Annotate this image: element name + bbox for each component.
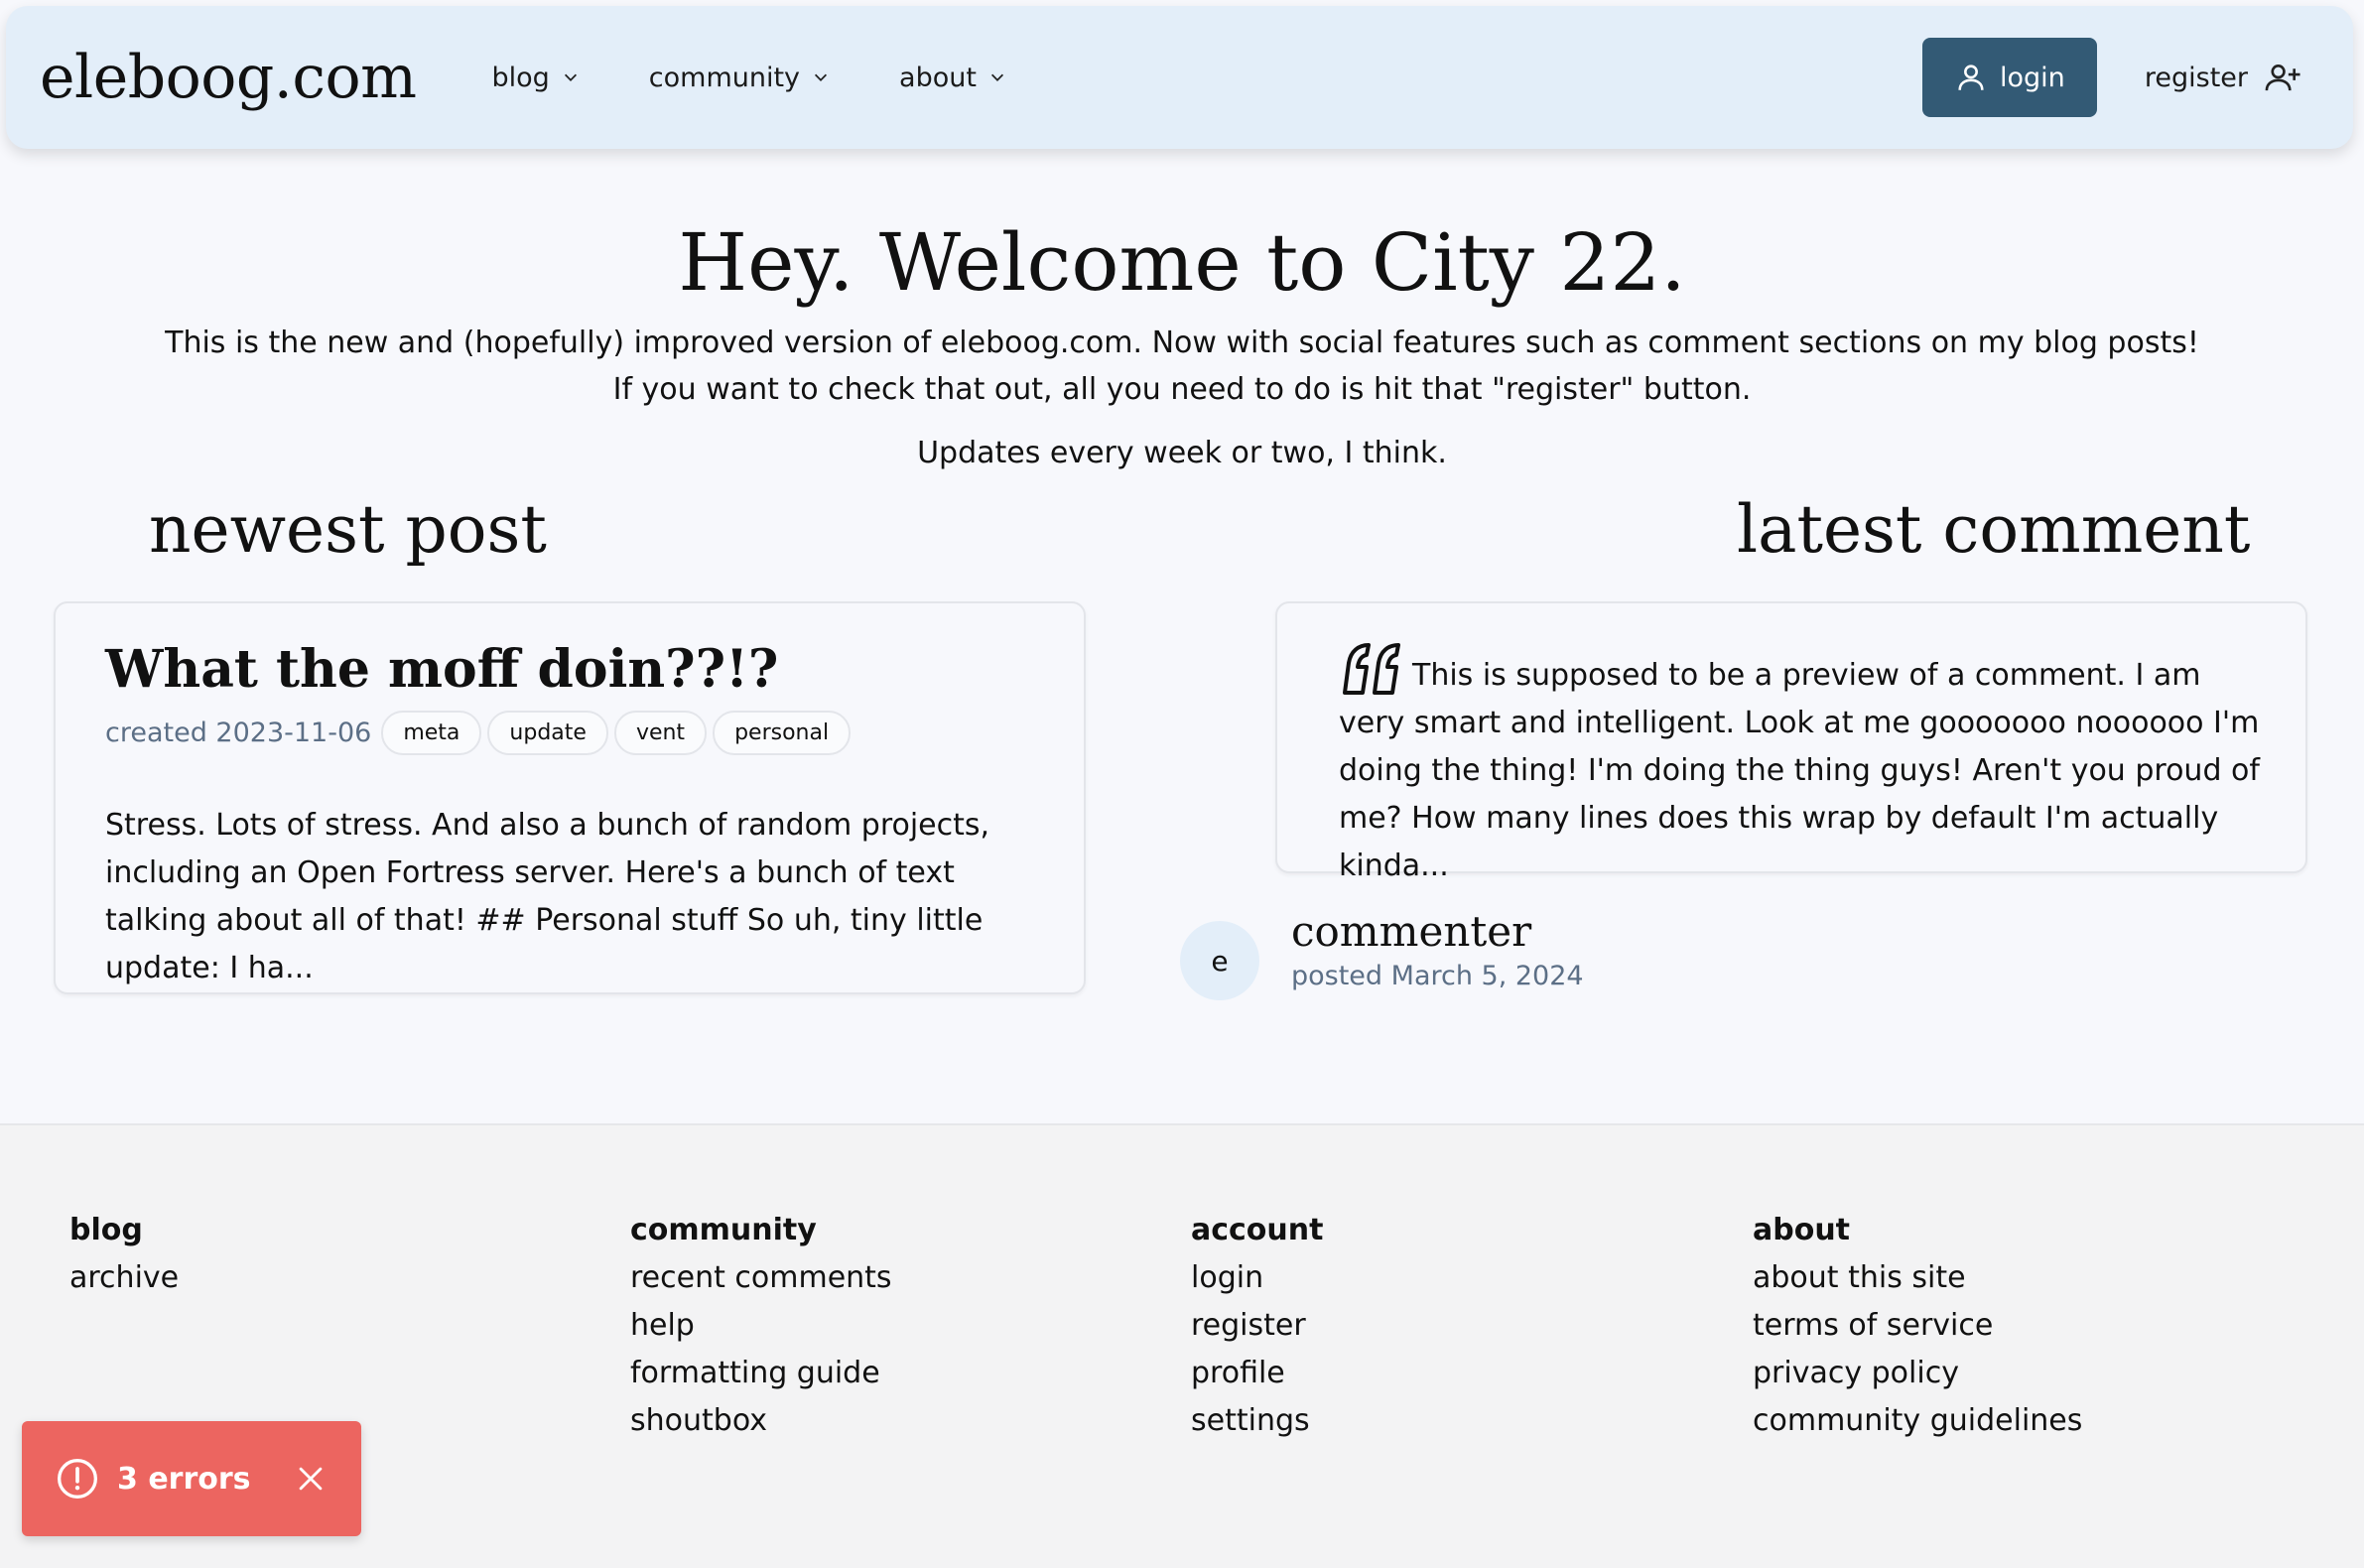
comment-author[interactable]: commenter [1291, 907, 1532, 956]
avatar-letter: e [1211, 944, 1229, 978]
user-icon [1954, 61, 1988, 94]
footer-heading-blog: blog [69, 1213, 143, 1247]
footer-heading-about: about [1753, 1213, 1851, 1247]
footer-link-terms-of-service[interactable]: terms of service [1753, 1308, 1994, 1343]
footer-col-community [630, 1207, 892, 1445]
footer-col-account [1191, 1207, 1323, 1445]
footer-link-archive[interactable]: archive [69, 1260, 180, 1295]
login-label: login [1999, 62, 2065, 93]
nav-community-dropdown[interactable] [649, 63, 830, 93]
footer-link-formatting-guide[interactable]: formatting guide [630, 1356, 880, 1390]
tag-vent[interactable]: vent [614, 711, 707, 755]
login-button[interactable] [1922, 38, 2097, 117]
register-label: register [2144, 62, 2248, 93]
nav-about-dropdown[interactable] [899, 63, 1006, 93]
post-date: created 2023-11-06 [105, 718, 372, 748]
error-count: 3 errors [117, 1461, 251, 1497]
chevron-down-icon [988, 68, 1006, 86]
error-toast[interactable] [22, 1421, 361, 1536]
footer-link-login[interactable]: login [1191, 1260, 1264, 1295]
register-button[interactable] [2145, 59, 2301, 96]
footer-col-blog [69, 1207, 179, 1302]
tag-update[interactable]: update [487, 711, 608, 755]
footer-link-recent-comments[interactable]: recent comments [630, 1260, 892, 1295]
nav-community-label: community [648, 62, 801, 93]
comment-text: This is supposed to be a preview of a comment. I am very smart and intelligent. Look at me gooooooo noooooo I'm doing the thing! I'm doing the thing guys! Aren't you proud of me? How many lines does this wrap by default I'm actually kinda... [1339, 658, 2260, 883]
chevron-down-icon [812, 68, 830, 86]
hero-intro-line-2: If you want to check that out, all you need to do is hit that "register" button. [612, 372, 1752, 407]
latest-comment-heading: latest comment [1737, 491, 2251, 568]
newest-post-heading: newest post [149, 491, 547, 568]
footer-link-help[interactable]: help [630, 1308, 695, 1343]
footer-link-privacy-policy[interactable]: privacy policy [1753, 1356, 1959, 1390]
post-excerpt: Stress. Lots of stress. And also a bunch of random projects, including an Open Fortress server. Here's a bunch of text talking about all of that! ## Personal stuff So uh, tiny little update: I ha... [105, 808, 990, 985]
close-icon[interactable] [294, 1462, 328, 1496]
footer-col-about [1753, 1207, 2082, 1445]
hero-title: Hey. Welcome to City 22. [678, 216, 1686, 309]
comment-preview [1339, 641, 2262, 890]
footer-link-settings[interactable]: settings [1191, 1403, 1310, 1438]
footer-link-about-this-site[interactable]: about this site [1753, 1260, 1966, 1295]
footer-link-profile[interactable]: profile [1191, 1356, 1285, 1390]
nav-about-label: about [899, 62, 977, 93]
chevron-down-icon [562, 68, 580, 86]
site-brand[interactable]: eleboog.com [40, 43, 417, 112]
footer-link-community-guidelines[interactable]: community guidelines [1753, 1403, 2083, 1438]
footer-heading-account: account [1191, 1213, 1324, 1247]
footer-link-register[interactable]: register [1191, 1308, 1306, 1343]
avatar[interactable] [1180, 921, 1259, 1000]
navbar [6, 6, 2353, 149]
latest-comment-card[interactable] [1275, 601, 2307, 883]
nav-blog-dropdown[interactable] [491, 63, 579, 93]
tag-personal[interactable]: personal [713, 711, 851, 755]
alert-circle-icon [56, 1457, 99, 1501]
quote-icon [1339, 641, 1404, 699]
post-title[interactable]: What the moff doin??!? [105, 639, 779, 700]
hero-intro-line-1: This is the new and (hopefully) improved version of eleboog.com. Now with social features such as comment sections on my blog posts! [165, 326, 2199, 360]
post-meta [105, 711, 851, 755]
footer-link-shoutbox[interactable]: shoutbox [630, 1403, 768, 1438]
user-plus-icon [2264, 59, 2301, 96]
nav-blog-label: blog [491, 62, 550, 93]
newest-post-card[interactable] [54, 601, 1086, 994]
tag-meta[interactable]: meta [381, 711, 481, 755]
comment-date: posted March 5, 2024 [1291, 961, 1584, 991]
hero-intro-line-3: Updates every week or two, I think. [917, 436, 1447, 470]
footer-heading-community: community [630, 1213, 817, 1247]
